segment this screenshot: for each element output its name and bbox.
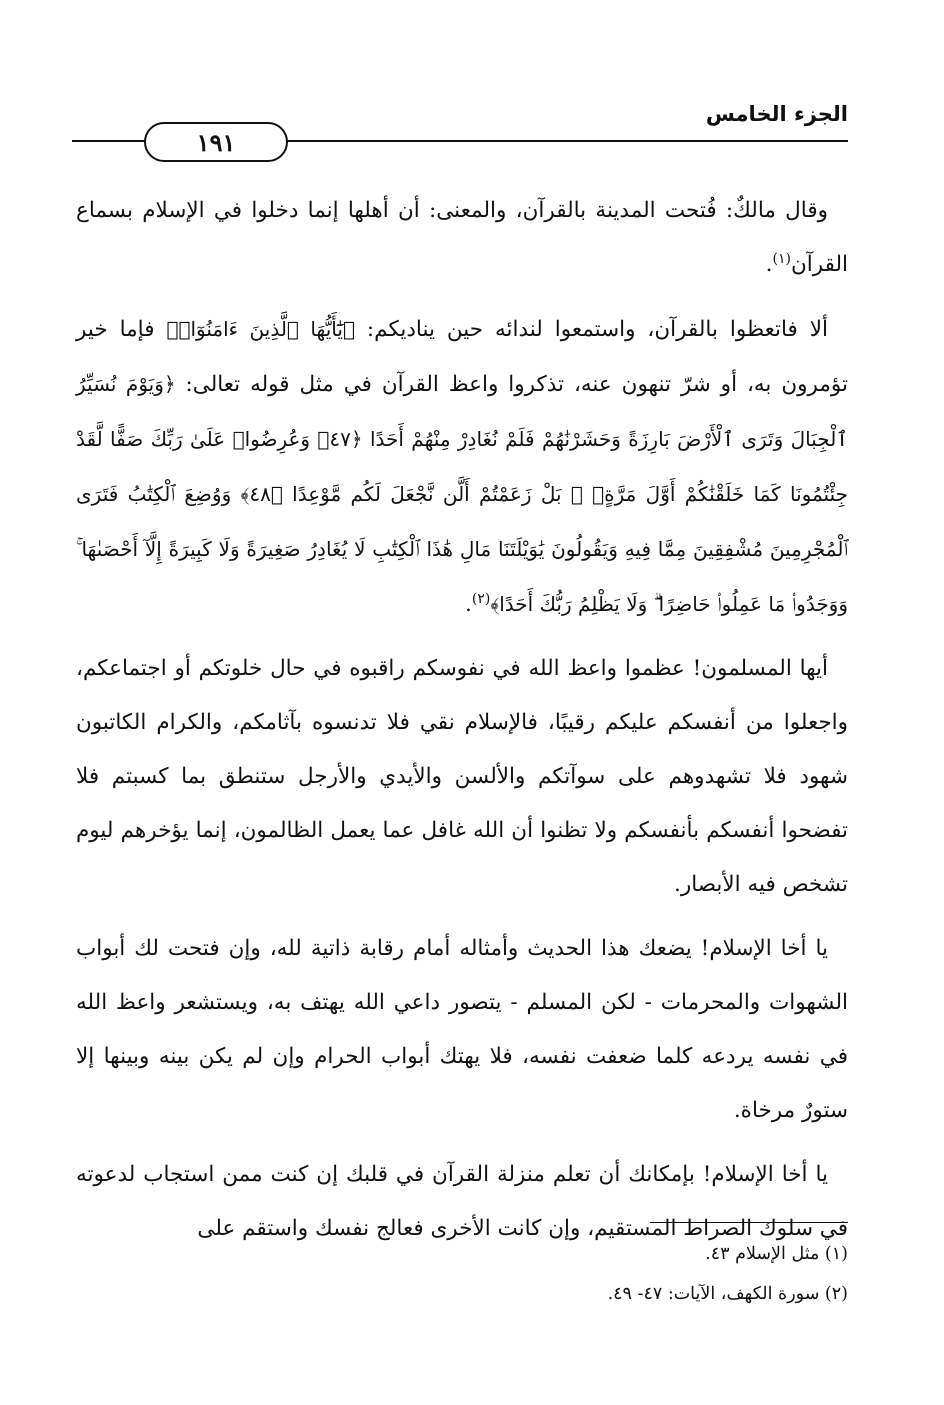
- paragraph-text: ألا فاتعظوا بالقرآن، واستمعوا لندائه حين يناديكم:: [366, 317, 829, 342]
- footnote-ref-1: (١): [772, 250, 791, 267]
- paragraph-malik-quote: [76, 184, 848, 292]
- sentence-end: .: [465, 592, 472, 617]
- page-header: [72, 100, 848, 180]
- footnote-2: (٢) سورة الكهف، الآيات: ٤٧- ٤٩.: [607, 1284, 848, 1304]
- quran-verse-kahf: ﴿وَيَوْمَ نُسَيِّرُ ٱلْجِبَالَ وَتَرَى ٱلْأَرْضَ بَارِزَةً وَحَشَرْنَٰهُمْ فَلَمْ نُغَادِرْ مِنْهُمْ أَحَدًا ﴿٤٧﴾ وَعُرِضُوا۟ عَلَىٰ رَبِّكَ صَفًّا لَّقَدْ جِئْتُمُونَا كَمَا خَلَقْنَٰكُمْ أَوَّلَ مَرَّةٍۭ ۚ بَلْ زَعَمْتُمْ أَلَّن نَّجْعَلَ لَكُم مَّوْعِدًا ﴿٤٨﴾ وَوُضِعَ ٱلْكِتَٰبُ فَتَرَى ٱلْمُجْرِمِينَ مُشْفِقِينَ مِمَّا فِيهِ وَيَقُولُونَ يَٰوَيْلَتَنَا مَالِ هَٰذَا ٱلْكِتَٰبِ لَا يُغَادِرُ صَغِيرَةً وَلَا كَبِيرَةً إِلَّآ أَحْصَىٰهَا ۚ وَوَجَدُوا۟ مَا عَمِلُوا۟ حَاضِرًا ۗ وَلَا يَظْلِمُ رَبُّكَ أَحَدًا﴾: [76, 372, 849, 616]
- paragraph-muslims: أيها المسلمون! عظموا واعظ الله في نفوسكم راقبوه في حال خلوتكم أو اجتماعكم، واجعلوا من أنفسكم عليكم رقيبًا، فالإسلام نقي فلا تدنسوه بآثامكم، والكرام الكاتبون شهود فلا تشهدوهم على سوآتكم والألسن والأيدي والأرجل ستنطق بما كسبتم فلا تفضحوا أنفسكم بأنفسكم ولا تظنوا أن الله غافل عما يعمل الظالمون، إنما يؤخرهم ليوم تشخص فيه الأبصار.: [76, 656, 848, 897]
- paragraph-quran-call: [76, 302, 848, 632]
- running-title: الجزء الخامس: [705, 102, 848, 126]
- footnote-1: (١) مثل الإسلام ٤٣.: [705, 1244, 848, 1264]
- paragraph-brother-islam: يا أخا الإسلام! يضعك هذا الحديث وأمثاله أمام رقابة ذاتية لله، وإن فتحت لك أبواب الشهوات والمحرمات - لكن المسلم - يتصور داعي الله يهتف به، ويستشعر واعظ الله في نفسه يردعه كلما ضعفت نفسه، فلا يهتك أبواب الحرام وإن لم يكن بينه وبينها إلا ستورٌ مرخاة.: [76, 936, 848, 1123]
- sentence-end: .: [765, 252, 773, 277]
- quran-verse-believers: ﴿يَٰٓأَيُّهَا ٱلَّذِينَ ءَامَنُوٓا۟﴾: [166, 317, 355, 341]
- paragraph-text: وقال مالكٌ: فُتحت المدينة بالقرآن، والمعنى: أن أهلها إنما دخلوا في الإسلام بسماع القرآن: [76, 198, 848, 277]
- footnotes: [76, 1234, 848, 1314]
- paragraph-text: فإما خير تؤمرون به، أو شرّ تنهون عنه، تذكروا واعظ القرآن في مثل قوله تعالى:: [76, 317, 848, 397]
- page-number: ١٩١: [144, 122, 288, 162]
- footnote-ref-2: (٢): [471, 590, 491, 607]
- main-text: [76, 184, 848, 1266]
- paragraph-quran-status: يا أخا الإسلام! بإمكانك أن تعلم منزلة القرآن في قلبك إن كنت ممن استجاب لدعوته في سلوك الصراط المستقيم، وإن كانت الأخرى فعالج نفسك واستقم على: [76, 1162, 848, 1241]
- footnote-separator: [650, 1222, 848, 1223]
